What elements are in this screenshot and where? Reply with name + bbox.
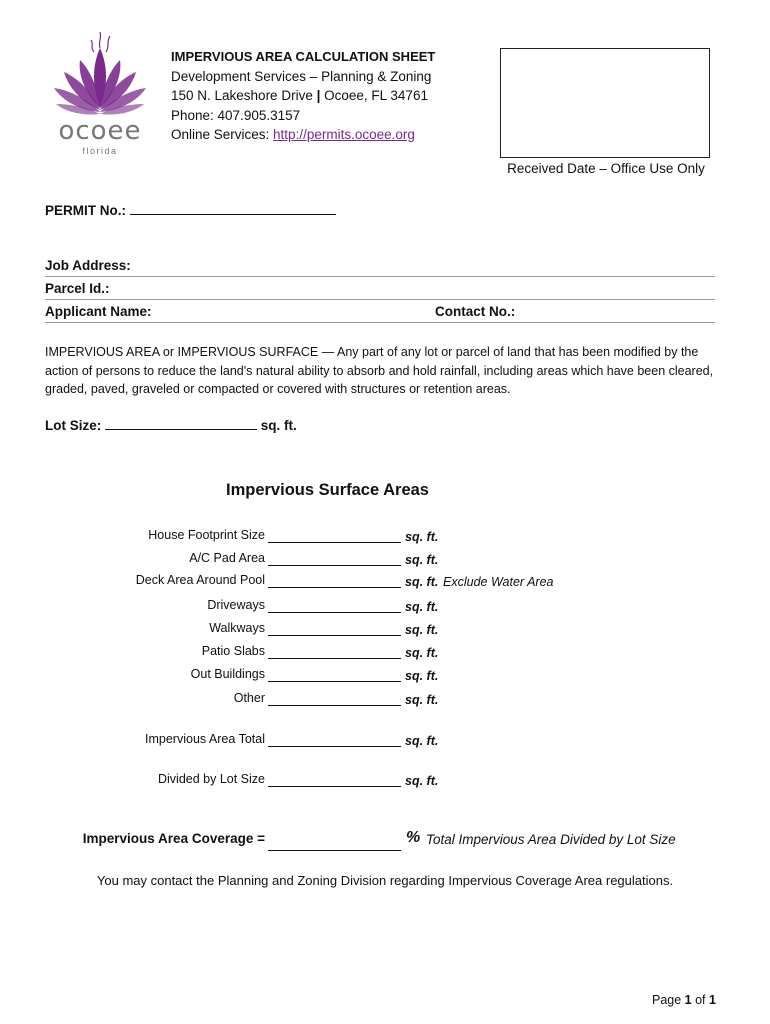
received-date-label: Received Date – Office Use Only xyxy=(507,161,705,176)
area-unit: sq. ft. xyxy=(405,623,439,637)
permit-blank[interactable] xyxy=(130,201,336,215)
percent-symbol: % xyxy=(406,829,421,846)
divided-row xyxy=(0,772,770,792)
area-label: Driveways xyxy=(207,598,265,612)
area-unit: sq. ft. xyxy=(405,530,439,544)
area-label: Walkways xyxy=(209,621,265,635)
permit-label: PERMIT No.: xyxy=(45,203,126,218)
coverage-blank[interactable] xyxy=(268,850,401,851)
area-blank[interactable] xyxy=(268,658,401,659)
address-line xyxy=(171,86,435,106)
address-street: 150 N. Lakeshore Drive xyxy=(171,88,313,103)
online-services-line xyxy=(171,125,435,145)
area-unit: sq. ft. xyxy=(405,693,439,707)
parcel-id-label: Parcel Id.: xyxy=(45,281,110,296)
coverage-label: Impervious Area Coverage = xyxy=(82,831,265,846)
total-label: Impervious Area Total xyxy=(145,732,265,746)
ocoee-logo xyxy=(40,30,160,160)
area-label: Other xyxy=(233,691,265,705)
area-blank[interactable] xyxy=(268,612,401,613)
applicant-row[interactable] xyxy=(45,300,715,323)
applicant-name-label: Applicant Name: xyxy=(45,304,152,319)
total-row xyxy=(0,732,770,752)
area-row xyxy=(0,691,770,711)
page-current: 1 xyxy=(684,993,692,1007)
lot-size-field xyxy=(45,416,297,433)
section-title: Impervious Surface Areas xyxy=(226,481,429,499)
parcel-id-row[interactable] xyxy=(45,277,715,300)
divided-unit: sq. ft. xyxy=(405,774,439,788)
area-blank[interactable] xyxy=(268,565,401,566)
page-number xyxy=(652,993,716,1007)
page-total: 1 xyxy=(709,993,716,1007)
logo-subtitle: florida xyxy=(82,146,118,156)
total-blank[interactable] xyxy=(268,746,401,747)
permits-link[interactable]: http://permits.ocoee.org xyxy=(273,127,415,142)
area-blank[interactable] xyxy=(268,587,401,588)
area-label: A/C Pad Area xyxy=(189,551,265,565)
lot-size-blank[interactable] xyxy=(105,416,257,430)
area-blank[interactable] xyxy=(268,705,401,706)
area-unit: sq. ft. xyxy=(405,669,439,683)
area-row xyxy=(0,528,770,548)
address-city: Ocoee, FL 34761 xyxy=(324,88,428,103)
area-row xyxy=(0,667,770,687)
online-services-label: Online Services: xyxy=(171,127,274,142)
coverage-row xyxy=(0,829,770,853)
area-label: House Footprint Size xyxy=(148,528,265,542)
impervious-definition: IMPERVIOUS AREA or IMPERVIOUS SURFACE — Any part of any lot or parcel of land that has been modified by the action of persons to reduce the land's natural ability to absorb and hold rainfall, including areas which have been cleared, graded, paved, graveled or compacted or covered with structures or retention areas. xyxy=(45,345,714,396)
area-unit: sq. ft. xyxy=(405,575,439,589)
job-address-row[interactable] xyxy=(45,254,715,277)
page-middle: of xyxy=(691,993,709,1007)
phone-line: Phone: 407.905.3157 xyxy=(171,107,301,123)
area-note: Exclude Water Area xyxy=(443,575,554,589)
page-prefix: Page xyxy=(652,993,685,1007)
area-label: Patio Slabs xyxy=(201,644,265,658)
area-blank[interactable] xyxy=(268,635,401,636)
area-unit: sq. ft. xyxy=(405,553,439,567)
header-block xyxy=(171,47,435,145)
document-title: IMPERVIOUS AREA CALCULATION SHEET xyxy=(171,49,436,64)
office-use-box xyxy=(500,48,710,158)
area-row xyxy=(0,598,770,618)
logo-wordmark: ocoee xyxy=(58,116,142,146)
area-blank[interactable] xyxy=(268,542,401,543)
divided-label: Divided by Lot Size xyxy=(157,772,265,786)
lot-size-label: Lot Size: xyxy=(45,418,102,433)
job-address-label: Job Address: xyxy=(45,258,131,273)
area-blank[interactable] xyxy=(268,681,401,682)
department-line: Development Services – Planning & Zoning xyxy=(171,68,432,84)
lot-size-unit: sq. ft. xyxy=(260,418,297,433)
area-row xyxy=(0,573,770,593)
permit-number-field xyxy=(45,201,336,218)
area-label: Out Buildings xyxy=(190,667,265,681)
coverage-note: Total Impervious Area Divided by Lot Size xyxy=(426,832,676,847)
area-unit: sq. ft. xyxy=(405,646,439,660)
contact-note: You may contact the Planning and Zoning Division regarding Impervious Coverage Area regulations. xyxy=(96,873,674,888)
area-label: Deck Area Around Pool xyxy=(135,573,265,587)
area-row xyxy=(0,551,770,571)
area-row xyxy=(0,644,770,664)
address-separator: | xyxy=(316,88,321,103)
divided-blank[interactable] xyxy=(268,786,401,787)
area-row xyxy=(0,621,770,641)
total-unit: sq. ft. xyxy=(405,734,439,748)
area-unit: sq. ft. xyxy=(405,600,439,614)
contact-no-label: Contact No.: xyxy=(435,304,516,319)
